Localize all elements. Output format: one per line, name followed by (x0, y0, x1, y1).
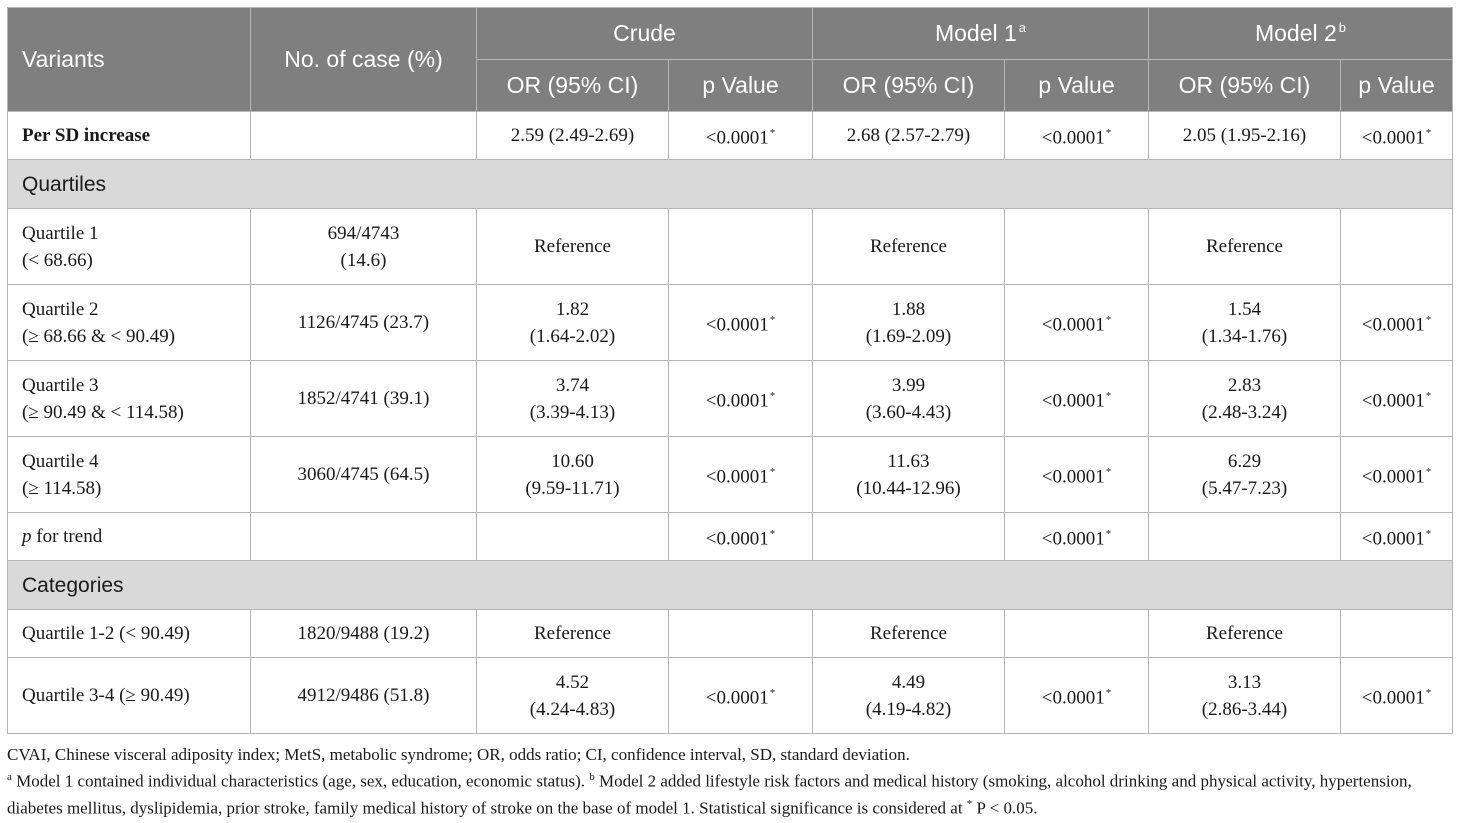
model2-p-cell (1341, 361, 1453, 437)
p-value: <0.0001 (1041, 314, 1105, 336)
table-row-per-sd (8, 112, 1453, 160)
significance-mark: * (769, 126, 776, 139)
p-value: <0.0001 (705, 314, 769, 336)
ci-value: (9.59-11.71) (525, 477, 620, 499)
model1-or-cell (813, 513, 1005, 561)
crude-or-cell (477, 361, 669, 437)
case-cell: 4912/9486 (51.8) (251, 658, 477, 734)
p-value: <0.0001 (1041, 390, 1105, 412)
footnote-models (7, 766, 1457, 819)
row-label (8, 437, 251, 513)
p-value: <0.0001 (1041, 687, 1105, 709)
row-label (8, 285, 251, 361)
row-label-line1: Quartile 2 (22, 298, 99, 320)
or-value: 4.49 (891, 671, 926, 693)
model1-p-cell (1005, 513, 1149, 561)
header-no-of-case: No. of case (%) (251, 8, 477, 112)
significance-mark: * (1425, 465, 1432, 478)
model1-or-cell (813, 658, 1005, 734)
p-value: <0.0001 (705, 528, 769, 550)
case-cell: 1820/9488 (19.2) (251, 610, 477, 658)
or-value: 3.74 (555, 374, 590, 396)
model2-or-cell (1149, 361, 1341, 437)
crude-p-cell (669, 285, 813, 361)
row-label-line1: Quartile 4 (22, 450, 99, 472)
significance-mark: * (769, 389, 776, 402)
row-label-line2: (≥ 90.49 & < 114.58) (22, 401, 184, 423)
footnote-b-text: Model 2 added lifestyle risk factors and medical history (smoking, alcohol drinking and physical activity, hypertension, diabetes mellitus, dyslipidemia, prior stroke, family medical history of stroke on the base of model 1. Statistical significance is considered at (7, 771, 1412, 818)
significance-mark: * (1105, 527, 1112, 540)
crude-or-cell: Reference (477, 610, 669, 658)
header-crude: Crude (477, 8, 813, 60)
p-value: <0.0001 (1041, 127, 1105, 149)
model2-or-cell: 2.05 (1.95-2.16) (1149, 112, 1341, 160)
model1-or-cell (813, 437, 1005, 513)
crude-or-cell (477, 285, 669, 361)
row-label-line1: Quartile 1 (22, 222, 99, 244)
case-cell (251, 112, 477, 160)
table-body (8, 112, 1453, 734)
model1-p-cell (1005, 658, 1149, 734)
ci-value: (4.24-4.83) (529, 698, 616, 720)
model2-p-cell (1341, 112, 1453, 160)
header-model2 (1149, 8, 1453, 60)
or-value: 6.29 (1227, 450, 1262, 472)
model1-p-cell (1005, 610, 1149, 658)
footnote-a-mark: a (1018, 20, 1027, 36)
row-label-line2: (≥ 68.66 & < 90.49) (22, 325, 176, 347)
section-label-categories: Categories (8, 561, 1453, 610)
model1-or-cell: Reference (813, 610, 1005, 658)
significance-mark: * (769, 465, 776, 478)
row-label (8, 209, 251, 285)
table-row-quartile-1-2 (8, 610, 1453, 658)
crude-p-cell (669, 513, 813, 561)
section-row-categories (8, 561, 1453, 610)
case-cell: 3060/4745 (64.5) (251, 437, 477, 513)
p-value: <0.0001 (1361, 466, 1425, 488)
crude-or-cell: 2.59 (2.49-2.69) (477, 112, 669, 160)
table-row-quartile-1 (8, 209, 1453, 285)
row-label (8, 513, 251, 561)
row-label-line2: (< 68.66) (22, 249, 93, 271)
footnote-star-marker: * (966, 797, 973, 810)
significance-mark: * (1425, 313, 1432, 326)
ci-value: (2.48-3.24) (1201, 401, 1288, 423)
table-row-quartile-3 (8, 361, 1453, 437)
or-value: 2.83 (1227, 374, 1262, 396)
p-value: <0.0001 (705, 127, 769, 149)
italic-p: p (22, 526, 32, 547)
footnote-b-mark: b (1338, 20, 1347, 36)
row-label-line1: Quartile 3 (22, 374, 99, 396)
case-cell (251, 209, 477, 285)
or-value: 1.88 (891, 298, 926, 320)
row-label: Quartile 3-4 (≥ 90.49) (8, 658, 251, 734)
section-label-quartiles: Quartiles (8, 160, 1453, 209)
crude-p-cell (669, 658, 813, 734)
crude-p-cell (669, 361, 813, 437)
significance-mark: * (769, 313, 776, 326)
model1-or-cell (813, 285, 1005, 361)
significance-mark: * (1105, 313, 1112, 326)
row-label: Quartile 1-2 (< 90.49) (8, 610, 251, 658)
model2-or-cell (1149, 285, 1341, 361)
model1-or-cell: Reference (813, 209, 1005, 285)
or-value: 1.82 (555, 298, 590, 320)
crude-p-cell (669, 209, 813, 285)
significance-mark: * (1425, 126, 1432, 139)
model2-p-cell (1341, 209, 1453, 285)
significance-mark: * (1105, 389, 1112, 402)
model2-p-cell (1341, 658, 1453, 734)
p-value: <0.0001 (705, 687, 769, 709)
significance-mark: * (1105, 126, 1112, 139)
header-variants: Variants (8, 8, 251, 112)
crude-or-cell: Reference (477, 209, 669, 285)
model2-p-cell (1341, 437, 1453, 513)
p-value: <0.0001 (705, 390, 769, 412)
p-value: <0.0001 (1361, 390, 1425, 412)
header-model2-label: Model 2 (1254, 20, 1337, 46)
header-model2-p: p Value (1341, 60, 1453, 112)
or-value: 3.13 (1227, 671, 1262, 693)
footnote-a-text: Model 1 contained individual characteristics (age, sex, education, economic status). (11, 771, 590, 791)
table-footnotes (7, 743, 1457, 819)
header-crude-p: p Value (669, 60, 813, 112)
or-value: 4.52 (555, 671, 590, 693)
p-value: <0.0001 (1361, 528, 1425, 550)
model1-or-cell (813, 361, 1005, 437)
header-model2-or: OR (95% CI) (1149, 60, 1341, 112)
case-cell: 1126/4745 (23.7) (251, 285, 477, 361)
model2-p-cell (1341, 610, 1453, 658)
significance-mark: * (1105, 465, 1112, 478)
row-label: Per SD increase (8, 112, 251, 160)
case-cell: 1852/4741 (39.1) (251, 361, 477, 437)
p-value: <0.0001 (1041, 528, 1105, 550)
header-model1 (813, 8, 1149, 60)
model2-or-cell (1149, 658, 1341, 734)
table-row-quartile-2 (8, 285, 1453, 361)
case-line1: 694/4743 (327, 222, 400, 244)
ci-value: (1.64-2.02) (529, 325, 616, 347)
odds-ratio-table (7, 7, 1453, 734)
ci-value: (4.19-4.82) (865, 698, 952, 720)
header-model1-label: Model 1 (934, 20, 1017, 46)
case-cell (251, 513, 477, 561)
row-label (8, 361, 251, 437)
footnote-b-marker: b (589, 771, 595, 783)
ci-value: (10.44-12.96) (856, 477, 961, 499)
model1-or-cell: 2.68 (2.57-2.79) (813, 112, 1005, 160)
or-value: 10.60 (551, 450, 594, 472)
row-label-line2: (≥ 114.58) (22, 477, 102, 499)
p-value: <0.0001 (1361, 127, 1425, 149)
section-row-quartiles (8, 160, 1453, 209)
model2-p-cell (1341, 285, 1453, 361)
significance-mark: * (1425, 527, 1432, 540)
crude-or-cell (477, 513, 669, 561)
header-crude-or: OR (95% CI) (477, 60, 669, 112)
ci-value: (2.86-3.44) (1201, 698, 1288, 720)
header-model1-p: p Value (1005, 60, 1149, 112)
table-row-quartile-3-4 (8, 658, 1453, 734)
ci-value: (3.60-4.43) (865, 401, 952, 423)
model1-p-cell (1005, 209, 1149, 285)
header-model1-or: OR (95% CI) (813, 60, 1005, 112)
significance-mark: * (1425, 389, 1432, 402)
model1-p-cell (1005, 361, 1149, 437)
or-value: 1.54 (1227, 298, 1262, 320)
table-row-quartile-4 (8, 437, 1453, 513)
model2-or-cell (1149, 437, 1341, 513)
crude-p-cell (669, 437, 813, 513)
row-label-rest: for trend (31, 526, 103, 547)
significance-mark: * (769, 527, 776, 540)
crude-or-cell (477, 658, 669, 734)
ci-value: (1.69-2.09) (865, 325, 952, 347)
footnote-p-text: P < 0.05. (972, 798, 1038, 818)
model2-p-cell (1341, 513, 1453, 561)
table-header (8, 8, 1453, 112)
table-row-p-for-trend (8, 513, 1453, 561)
ci-value: (5.47-7.23) (1201, 477, 1288, 499)
ci-value: (1.34-1.76) (1201, 325, 1288, 347)
model2-or-cell (1149, 513, 1341, 561)
results-table-container (7, 7, 1452, 734)
case-line2: (14.6) (340, 249, 387, 271)
significance-mark: * (1105, 686, 1112, 699)
crude-p-cell (669, 112, 813, 160)
model1-p-cell (1005, 112, 1149, 160)
p-value: <0.0001 (1041, 466, 1105, 488)
p-value: <0.0001 (1361, 687, 1425, 709)
model2-or-cell: Reference (1149, 610, 1341, 658)
model1-p-cell (1005, 437, 1149, 513)
significance-mark: * (1425, 686, 1432, 699)
or-value: 3.99 (891, 374, 926, 396)
footnote-abbreviations: CVAI, Chinese visceral adiposity index; MetS, metabolic syndrome; OR, odds ratio; CI, confidence interval, SD, standard deviation. (7, 745, 910, 764)
model1-p-cell (1005, 285, 1149, 361)
p-value: <0.0001 (1361, 314, 1425, 336)
crude-or-cell (477, 437, 669, 513)
p-value: <0.0001 (705, 466, 769, 488)
model2-or-cell: Reference (1149, 209, 1341, 285)
crude-p-cell (669, 610, 813, 658)
or-value: 11.63 (887, 450, 930, 472)
footnote-a-marker: a (7, 771, 12, 783)
ci-value: (3.39-4.13) (529, 401, 616, 423)
significance-mark: * (769, 686, 776, 699)
